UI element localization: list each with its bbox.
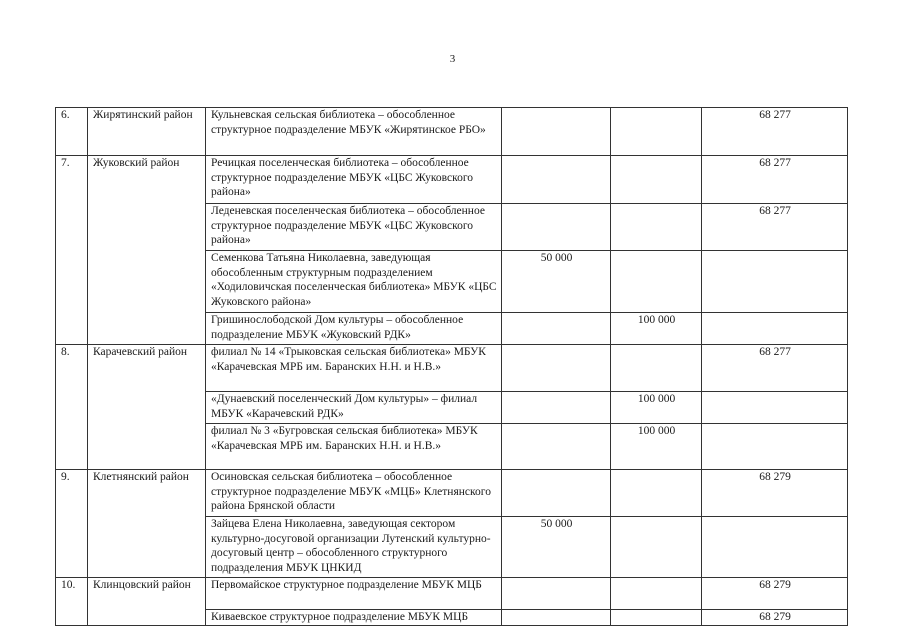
amount-col-b: 100 000 [611,424,702,470]
amount-col-a: 50 000 [502,517,611,578]
amount-col-a [502,313,611,345]
row-number: 9. [56,470,88,578]
amount-col-a [502,204,611,251]
region-cell: Клинцовский район [88,578,206,626]
institution-cell: Киваевское структурное подразделение МБУК МЦБ [206,610,502,626]
amount-col-b [611,204,702,251]
institution-cell: Гришинослободской Дом культуры – обособленное подразделение МБУК «Жуковский РДК» [206,313,502,345]
institution-cell: Кульневская сельская библиотека – обособленное структурное подразделение МБУК «Жирятинское РБО» [206,108,502,156]
amount-col-b [611,108,702,156]
institution-cell: «Дунаевский поселенческий Дом культуры» – филиал МБУК «Карачевский РДК» [206,392,502,424]
amount-col-c: 68 277 [702,156,848,204]
amount-col-a [502,108,611,156]
amount-col-c: 68 277 [702,204,848,251]
region-cell: Жуковский район [88,156,206,345]
amount-col-a [502,578,611,610]
institution-cell: филиал № 3 «Бугровская сельская библиотека» МБУК «Карачевская МРБ им. Баранских Н.Н. и Н.В.» [206,424,502,470]
table-row [56,108,848,156]
amount-col-a [502,156,611,204]
amount-col-b [611,610,702,626]
institution-cell: Семенкова Татьяна Николаевна, заведующая обособленным структурным подразделением «Ходиловичская поселенческая библиотека» МБУК «ЦБС Жуковского района» [206,251,502,313]
allocation-table [55,107,848,626]
region-cell: Клетнянский район [88,470,206,578]
amount-col-c: 68 277 [702,108,848,156]
institution-cell: Зайцева Елена Николаевна, заведующая сектором культурно-досуговой организации Лутенский культурно-досуговый центр – обособленного структурного подразделения МБУК ЦНКИД [206,517,502,578]
amount-col-c: 68 279 [702,470,848,517]
amount-col-a [502,610,611,626]
institution-cell: филиал № 14 «Трыковская сельская библиотека» МБУК «Карачевская МРБ им. Баранских Н.Н. и Н.В.» [206,345,502,392]
table-row [56,470,848,517]
amount-col-b [611,578,702,610]
row-number: 8. [56,345,88,470]
amount-col-a [502,345,611,392]
amount-col-b: 100 000 [611,392,702,424]
amount-col-a [502,470,611,517]
region-cell: Жирятинский район [88,108,206,156]
institution-cell: Речицкая поселенческая библиотека – обособленное структурное подразделение МБУК «ЦБС Жуковского района» [206,156,502,204]
amount-col-a [502,392,611,424]
amount-col-b [611,517,702,578]
amount-col-c [702,517,848,578]
amount-col-b [611,345,702,392]
row-number: 7. [56,156,88,345]
row-number: 10. [56,578,88,626]
amount-col-b [611,251,702,313]
page-number: 3 [449,53,456,65]
amount-col-b [611,470,702,517]
amount-col-b: 100 000 [611,313,702,345]
table-row [56,156,848,204]
amount-col-c: 68 279 [702,610,848,626]
institution-cell: Первомайское структурное подразделение МБУК МЦБ [206,578,502,610]
amount-col-c [702,251,848,313]
amount-col-c [702,392,848,424]
amount-col-c [702,313,848,345]
amount-col-c: 68 279 [702,578,848,610]
table-row [56,345,848,392]
amount-col-a [502,424,611,470]
region-cell: Карачевский район [88,345,206,470]
institution-cell: Осиновская сельская библиотека – обособленное структурное подразделение МБУК «МЦБ» Клетнянского района Брянской области [206,470,502,517]
table-row [56,578,848,610]
amount-col-b [611,156,702,204]
row-number: 6. [56,108,88,156]
amount-col-a: 50 000 [502,251,611,313]
amount-col-c: 68 277 [702,345,848,392]
amount-col-c [702,424,848,470]
institution-cell: Леденевская поселенческая библиотека – обособленное структурное подразделение МБУК «ЦБС Жуковского района» [206,204,502,251]
